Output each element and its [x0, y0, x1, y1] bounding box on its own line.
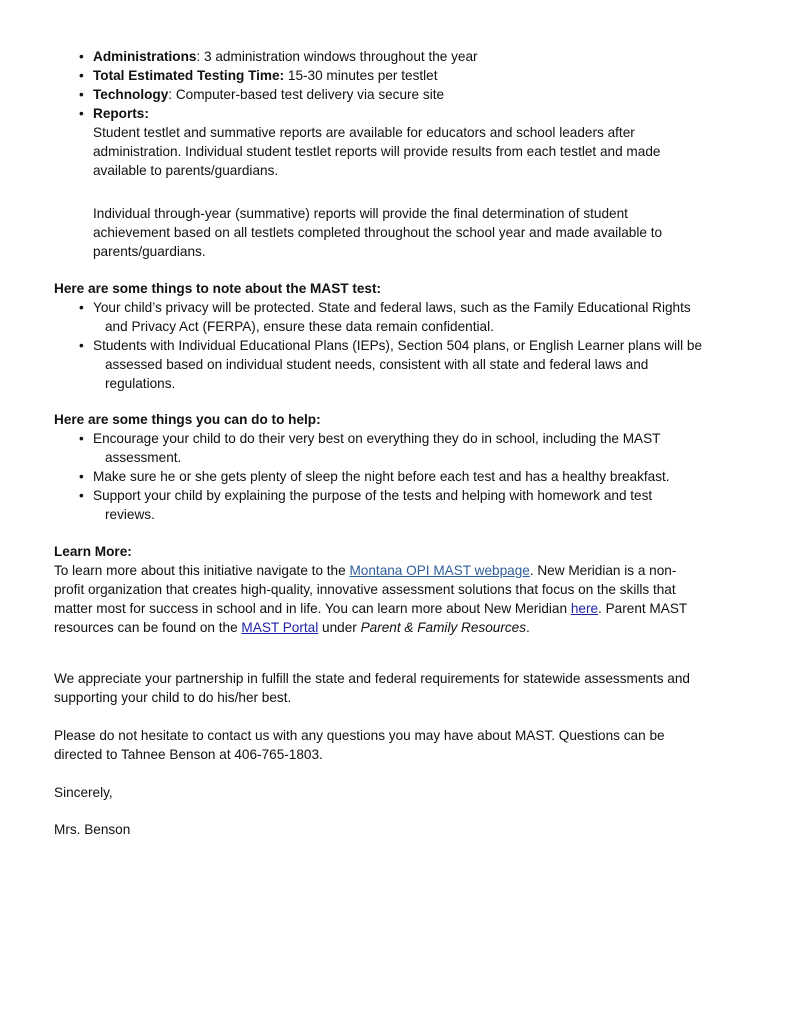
- heading-text: Here are some things to note about the MAST test:: [54, 281, 382, 296]
- list-item: [54, 298, 744, 317]
- bullet-icon: •: [79, 49, 84, 64]
- learn-line: [54, 599, 744, 618]
- paragraph-line: directed to Tahnee Benson at 406-765-1803.: [54, 747, 323, 762]
- list-item: [54, 104, 744, 123]
- closing-text: Sincerely,: [54, 785, 113, 800]
- item-label: Total Estimated Testing Time:: [93, 68, 285, 83]
- appreciation-paragraph: [54, 669, 744, 707]
- mast-portal-link[interactable]: MAST Portal: [241, 620, 319, 635]
- text: .: [526, 620, 530, 635]
- closing: [54, 783, 744, 802]
- paragraph-line: supporting your child to do his/her best.: [54, 690, 292, 705]
- bullet-icon: •: [79, 300, 84, 315]
- heading-text: Here are some things you can do to help:: [54, 412, 321, 427]
- text: under: [318, 620, 361, 635]
- list-item: [54, 336, 744, 355]
- text: matter most for success in school and in life. You can learn more about New Meridian: [54, 601, 571, 616]
- list-item: [54, 85, 744, 104]
- item-text: Students with Individual Educational Plans (IEPs), Section 504 plans, or English Learner plans will be: [93, 338, 703, 353]
- reports-p2-line: Individual through-year (summative) reports will provide the final determination of student: [93, 206, 628, 221]
- item-label: Administrations: [93, 49, 197, 64]
- learn-line: [54, 561, 744, 580]
- item-continuation: regulations.: [105, 376, 176, 391]
- list-item: [54, 47, 744, 66]
- list-item: [54, 66, 744, 85]
- resources-italic: Parent & Family Resources: [360, 620, 527, 635]
- bullet-icon: •: [79, 488, 84, 503]
- item-continuation: reviews.: [105, 507, 155, 522]
- item-text: Encourage your child to do their very best on everything they do in school, including the MAST: [93, 431, 661, 446]
- text: resources can be found on the: [54, 620, 242, 635]
- montana-opi-link[interactable]: Montana OPI MAST webpage: [349, 563, 530, 578]
- signature: [54, 820, 744, 839]
- item-text: 15-30 minutes per testlet: [284, 68, 438, 83]
- item-label: Technology: [93, 87, 169, 102]
- reports-p1-line: available to parents/guardians.: [93, 163, 279, 178]
- item-text: Your child’s privacy will be protected. State and federal laws, such as the Family Educational Rights: [93, 300, 691, 315]
- item-text: Support your child by explaining the purpose of the tests and helping with homework and test: [93, 488, 653, 503]
- item-continuation: assessed based on individual student needs, consistent with all state and federal laws and: [105, 357, 649, 372]
- reports-p1-line: Student testlet and summative reports are available for educators and school leaders after: [93, 125, 635, 140]
- item-text: : Computer-based test delivery via secure site: [168, 87, 445, 102]
- item-text: Make sure he or she gets plenty of sleep the night before each test and has a healthy breakfast.: [93, 469, 670, 484]
- item-label: Reports:: [93, 106, 149, 121]
- paragraph-line: Please do not hesitate to contact us with any questions you may have about MAST. Questions can be: [54, 728, 665, 743]
- reports-paragraph-2: [54, 204, 744, 261]
- bullet-icon: •: [79, 87, 84, 102]
- reports-p1-line: administration. Individual student testlet reports will provide results from each testlet and made: [93, 144, 661, 159]
- new-meridian-link[interactable]: here: [570, 601, 599, 616]
- item-continuation: and Privacy Act (FERPA), ensure these data remain confidential.: [105, 319, 494, 334]
- bullet-icon: •: [79, 469, 84, 484]
- contact-paragraph: [54, 726, 744, 764]
- text: . Parent MAST: [598, 601, 688, 616]
- list-item: [54, 467, 744, 486]
- bullet-icon: •: [79, 68, 84, 83]
- section-heading: [54, 279, 744, 298]
- section-heading: [54, 410, 744, 429]
- learn-line: [54, 618, 744, 637]
- heading-text: Learn More:: [54, 544, 132, 559]
- bullet-icon: •: [79, 338, 84, 353]
- paragraph-line: We appreciate your partnership in fulfill the state and federal requirements for statewide assessments and: [54, 671, 690, 686]
- list-item: [54, 486, 744, 505]
- list-item: [54, 429, 744, 448]
- text: . New Meridian is a non-: [529, 563, 677, 578]
- reports-p2-line: parents/guardians.: [93, 244, 206, 259]
- section-heading: [54, 542, 744, 561]
- note-section: [54, 279, 744, 393]
- bullet-icon: •: [79, 431, 84, 446]
- learn-more-section: [54, 542, 744, 637]
- learn-line: profit organization that creates high-quality, innovative assessment solutions that focus on the skills that: [54, 582, 676, 597]
- bullet-icon: •: [79, 106, 84, 121]
- help-section: [54, 410, 744, 524]
- item-text: : 3 administration windows throughout the year: [196, 49, 478, 64]
- signature-text: Mrs. Benson: [54, 822, 131, 837]
- overview-list: [54, 47, 744, 180]
- item-continuation: assessment.: [105, 450, 182, 465]
- text: To learn more about this initiative navigate to the: [54, 563, 350, 578]
- reports-p2-line: achievement based on all testlets completed throughout the school year and made available to: [93, 225, 663, 240]
